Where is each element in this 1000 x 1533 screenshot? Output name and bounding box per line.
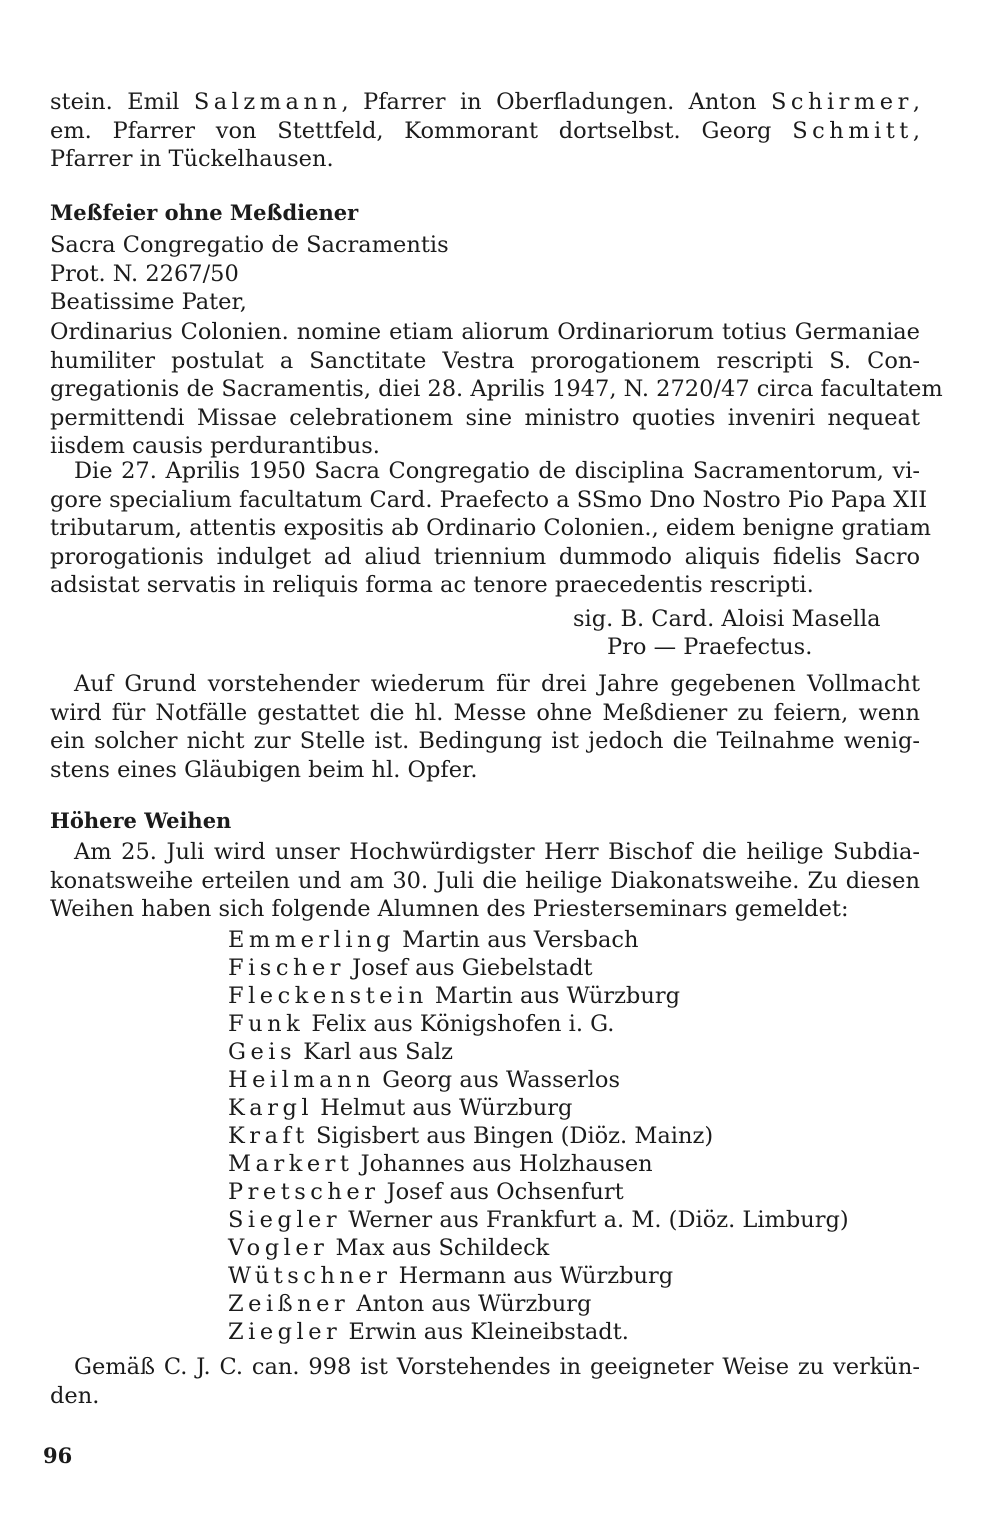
text-line: gregationis de Sacramentis, diei 28. Aprilis 1947, N. 2720/47 circa facultatem bbox=[50, 376, 943, 402]
text-line: tributarum, attentis expositis ab Ordinario Colonien., eidem benigne gratiam bbox=[50, 515, 931, 541]
spaced-name: Schmitt bbox=[792, 117, 913, 144]
list-item: Kargl Helmut aus Würzburg bbox=[228, 1095, 573, 1121]
candidate-list bbox=[228, 926, 849, 1346]
intro-paragraph bbox=[50, 88, 920, 174]
list-item: Siegler Werner aus Frankfurt a. M. (Diöz. Limburg) bbox=[228, 1207, 849, 1233]
salutation: Beatissime Pater, bbox=[50, 289, 247, 315]
list-item: Emmerling Martin aus Versbach bbox=[228, 927, 639, 953]
text-line: prorogationis indulget ad aliud triennium dummodo aliquis fidelis Sacro bbox=[50, 543, 920, 570]
ordination-paragraph bbox=[50, 838, 920, 924]
text-line: wird für Notfälle gestattet die hl. Messe ohne Meßdiener zu feiern, wenn bbox=[50, 699, 920, 726]
text-line: den. bbox=[50, 1382, 100, 1409]
text-line: Pfarrer in Tückelhausen. bbox=[50, 146, 334, 172]
text-line: iisdem causis perdurantibus. bbox=[50, 433, 380, 459]
list-item: Geis Karl aus Salz bbox=[228, 1039, 454, 1065]
list-item: Funk Felix aus Königshofen i. G. bbox=[228, 1011, 615, 1037]
text-line: humiliter postulat a Sanctitate Vestra prorogationem rescripti S. Con- bbox=[50, 347, 920, 374]
section-heading-weihen: Höhere Weihen bbox=[50, 808, 232, 833]
text-line: Gemäß C. J. C. can. 998 ist Vorstehendes in geeigneter Weise zu verkün- bbox=[74, 1354, 920, 1380]
text-line: Die 27. Aprilis 1950 Sacra Congregatio de disciplina Sacramentorum, vi- bbox=[74, 458, 920, 484]
section-heading-messfeier: Meßfeier ohne Meßdiener bbox=[50, 200, 359, 225]
text-line: Ordinarius Colonien. nomine etiam aliorum Ordinariorum totius Germaniae bbox=[50, 319, 920, 345]
text-line: ein solcher nicht zur Stelle ist. Bedingung ist jedoch die Teilnahme wenig- bbox=[50, 728, 920, 754]
text-line: Weihen haben sich folgende Alumnen des Priesterseminars gemeldet: bbox=[50, 896, 849, 922]
list-item: Wütschner Hermann aus Würzburg bbox=[228, 1263, 674, 1289]
list-item: Vogler Max aus Schildeck bbox=[228, 1235, 550, 1261]
grant-paragraph bbox=[50, 457, 931, 600]
list-item: Markert Johannes aus Holzhausen bbox=[228, 1151, 653, 1177]
page-number: 96 bbox=[43, 1443, 73, 1468]
text-line: permittendi Missae celebrationem sine ministro quoties inveniri nequeat bbox=[50, 404, 920, 431]
list-item: Pretscher Josef aus Ochsenfurt bbox=[228, 1179, 624, 1205]
text-line: adsistat servatis in reliquis forma ac tenore praecedentis rescripti. bbox=[50, 572, 814, 598]
closing-paragraph bbox=[50, 1353, 920, 1410]
signature-line: sig. B. Card. Aloisi Masella bbox=[573, 606, 881, 632]
text-line: Auf Grund vorstehender wiederum für drei Jahre gegebenen Vollmacht bbox=[74, 671, 920, 697]
text-line: stein. Emil Salzmann, Pfarrer in Oberfladungen. Anton Schirmer, bbox=[50, 89, 920, 115]
petition-paragraph bbox=[50, 318, 943, 461]
german-paragraph bbox=[50, 670, 920, 784]
list-item: Heilmann Georg aus Wasserlos bbox=[228, 1067, 621, 1093]
list-item: Fischer Josef aus Giebelstadt bbox=[228, 955, 593, 981]
congregation-line: Sacra Congregatio de Sacramentis bbox=[50, 232, 449, 258]
text-line: konatsweihe erteilen und am 30. Juli die heilige Diakonatsweihe. Zu diesen bbox=[50, 867, 920, 894]
rescript-header bbox=[50, 231, 920, 317]
list-item: Zeißner Anton aus Würzburg bbox=[228, 1291, 592, 1317]
list-item: Ziegler Erwin aus Kleineibstadt. bbox=[228, 1319, 629, 1345]
list-item: Fleckenstein Martin aus Würzburg bbox=[228, 983, 680, 1009]
text-line: Am 25. Juli wird unser Hochwürdigster Herr Bischof die heilige Subdia- bbox=[74, 839, 920, 865]
text-line: gore specialium facultatum Card. Praefecto a SSmo Dno Nostro Pio Papa XII bbox=[50, 486, 928, 513]
protocol-number: Prot. N. 2267/50 bbox=[50, 260, 239, 287]
spaced-name: Salzmann bbox=[193, 89, 342, 115]
spaced-name: Schirmer bbox=[770, 89, 913, 115]
text-line: em. Pfarrer von Stettfeld, Kommorant dortselbst. Georg Schmitt, bbox=[50, 117, 920, 144]
list-item: Kraft Sigisbert aus Bingen (Diöz. Mainz) bbox=[228, 1123, 714, 1149]
text-line: stens eines Gläubigen beim hl. Opfer. bbox=[50, 756, 478, 783]
signature-title: Pro — Praefectus. bbox=[607, 634, 813, 660]
